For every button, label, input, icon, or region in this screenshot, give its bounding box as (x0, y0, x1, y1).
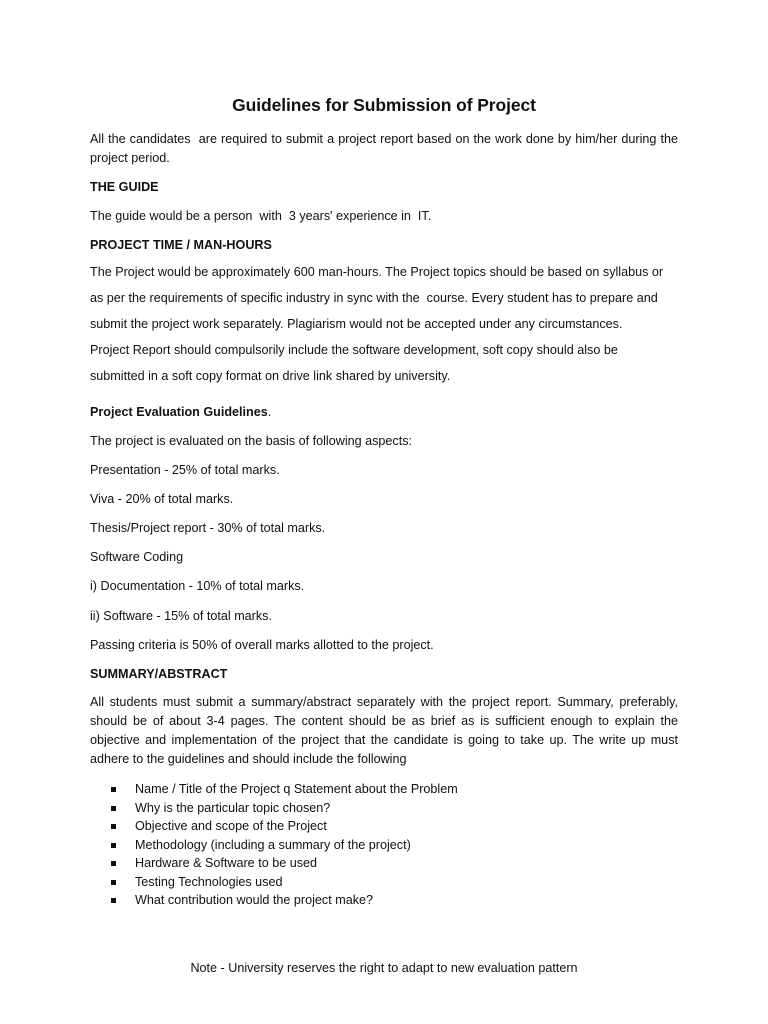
page-title: Guidelines for Submission of Project (232, 95, 536, 115)
summary-paragraph: All students must submit a summary/abstract separately with the project report. Summary, preferably, should be of about 3-4 pages. The content should be as brief as is sufficient enough to explain the objective and implementation of the project that the candidate is going to take up. The write up must adhere to the guidelines and should include the following (90, 695, 682, 766)
list-item-text: Hardware & Software to be used (135, 856, 318, 870)
project-time-line-1: The Project would be approximately 600 man-hours. The Project topics should be based on syllabus or (90, 265, 664, 279)
project-time-line-5: submitted in a soft copy format on drive link shared by university. (90, 369, 451, 383)
list-item-text: Name / Title of the Project q Statement about the Problem (135, 782, 458, 796)
project-time-line-4: Project Report should compulsorily include the software development, soft copy should also be (90, 343, 618, 357)
square-bullet-icon (111, 843, 116, 848)
evaluation-line-6: i) Documentation - 10% of total marks. (90, 579, 305, 593)
square-bullet-icon (111, 806, 116, 811)
summary-bullet-list (108, 780, 458, 910)
list-item-text: Why is the particular topic chosen? (135, 800, 331, 815)
square-bullet-icon (111, 861, 116, 866)
intro-paragraph: All the candidates are required to submit a project report based on the work done by him/her during the project period. (90, 132, 682, 165)
evaluation-line-1: The project is evaluated on the basis of following aspects: (90, 434, 413, 448)
list-item (108, 799, 458, 818)
square-bullet-icon (111, 824, 116, 829)
project-time-line-2: as per the requirements of specific industry in sync with the course. Every student has to prepare and (90, 291, 658, 305)
square-bullet-icon (111, 898, 116, 903)
list-item (108, 873, 458, 892)
footer-note: Note - University reserves the right to adapt to new evaluation pattern (190, 961, 578, 975)
evaluation-line-2: Presentation - 25% of total marks. (90, 463, 280, 477)
project-time-line-3: submit the project work separately. Plagiarism would not be accepted under any circumstances. (90, 317, 623, 331)
list-item-text: What contribution would the project make? (135, 893, 374, 907)
list-item (108, 891, 458, 910)
evaluation-line-7: ii) Software - 15% of total marks. (90, 609, 272, 623)
summary-heading: SUMMARY/ABSTRACT (90, 667, 228, 681)
list-item (108, 817, 458, 836)
evaluation-line-3: Viva - 20% of total marks. (90, 492, 234, 506)
guide-text: The guide would be a person with 3 years' experience in IT. (90, 209, 432, 223)
evaluation-heading-period: . (267, 405, 272, 419)
list-item-text: Objective and scope of the Project (135, 819, 327, 833)
list-item (108, 854, 458, 873)
list-item-text: Testing Technologies used (135, 874, 283, 889)
evaluation-line-5: Software Coding (90, 550, 184, 564)
evaluation-heading-line (90, 404, 690, 420)
square-bullet-icon (111, 787, 116, 792)
list-item (108, 836, 458, 855)
evaluation-line-4: Thesis/Project report - 30% of total marks. (90, 521, 326, 535)
project-time-heading: PROJECT TIME / MAN-HOURS (90, 238, 272, 252)
guide-heading: THE GUIDE (90, 180, 159, 194)
list-item (108, 780, 458, 799)
square-bullet-icon (111, 880, 116, 885)
evaluation-line-8: Passing criteria is 50% of overall marks allotted to the project. (90, 638, 434, 652)
list-item-text: Methodology (including a summary of the project) (135, 837, 411, 852)
evaluation-heading: Project Evaluation Guidelines (90, 405, 268, 419)
